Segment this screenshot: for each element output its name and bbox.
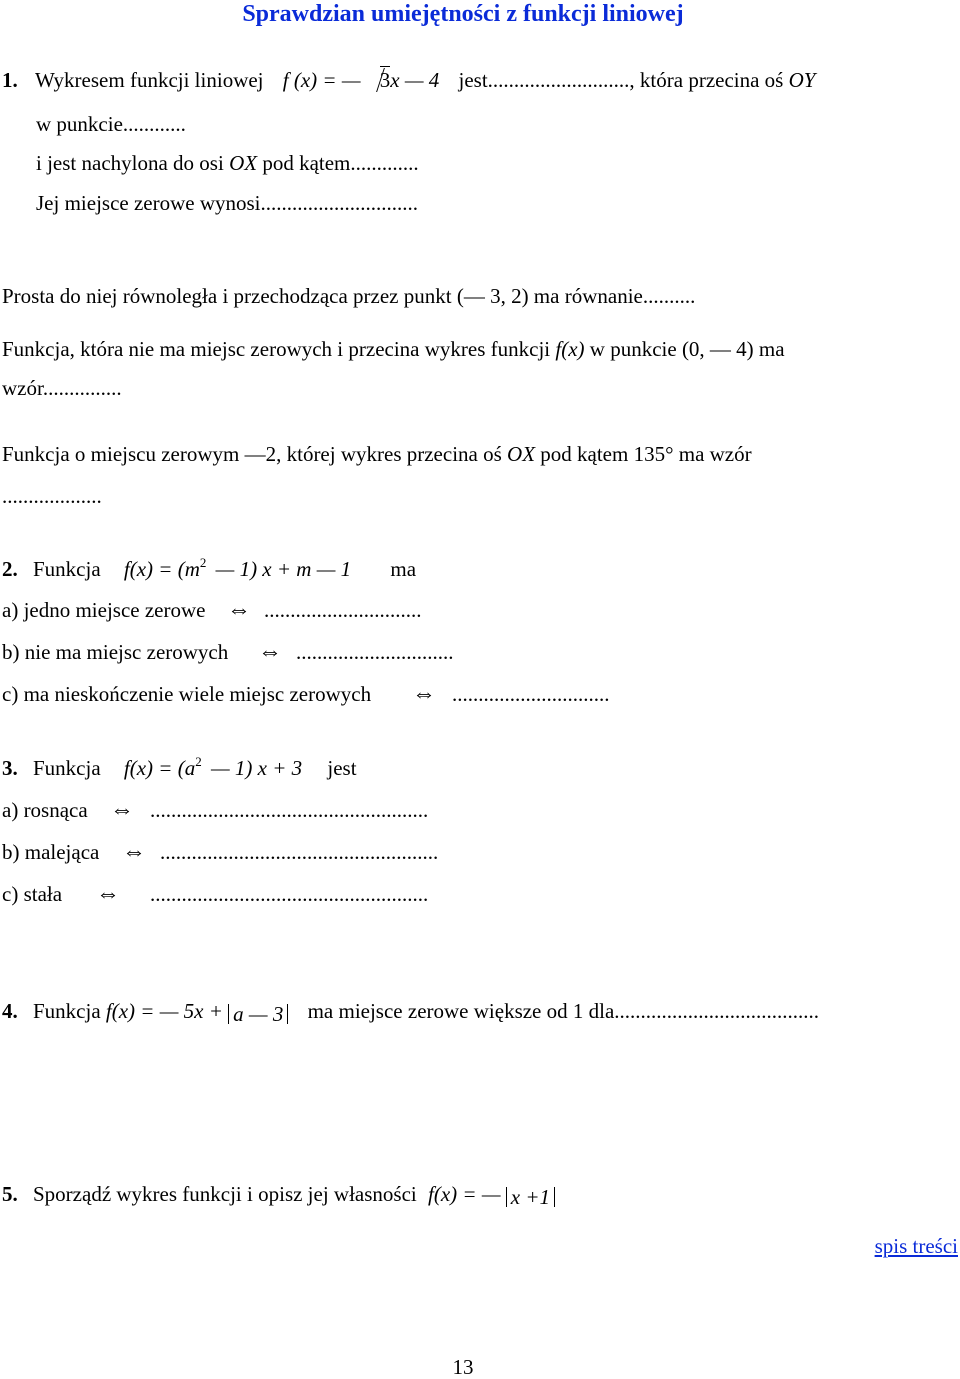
paragraph-no-zeros: Funkcja, która nie ma miejsc zerowych i przecina wykres funkcji f(x) w punkcie (0, — 4) ma bbox=[2, 337, 785, 361]
question-2-option-b: b) nie ma miejsc zerowych bbox=[2, 640, 229, 664]
question-1-line-1: 1. Wykresem funkcji liniowej f (x) = — 3x — 4 jest..........................., która przecina oś OY bbox=[2, 68, 816, 92]
formula-left: f (x) = — bbox=[282, 68, 361, 92]
question-2-option-a: a) jedno miejsce zerowe bbox=[2, 598, 206, 622]
sqrt-symbol: 3 bbox=[368, 70, 391, 91]
question-3-option-a: a) rosnąca bbox=[2, 798, 88, 822]
question-3-option-b: b) malejąca bbox=[2, 840, 100, 864]
paragraph-no-zeros-line-2: wzór............... bbox=[2, 376, 122, 400]
question-3-option-c: c) stała bbox=[2, 882, 63, 906]
question-3-line: 3. Funkcja $f(x) = (a^2$ — 1) x + 3 jest bbox=[2, 754, 357, 780]
equivalence-icon: ⇔ bbox=[227, 597, 251, 623]
equivalence-icon: ⇔ bbox=[96, 881, 120, 907]
formula-right: x — 4 bbox=[390, 68, 440, 92]
page-number: 13 bbox=[452, 1355, 474, 1379]
question-2-line: 2. Funkcja $f(x) = (m^2$ — 1) x + m — 1 ma bbox=[2, 555, 417, 581]
paragraph-parallel-line: Prosta do niej równoległa i przechodząca przez punkt (— 3, 2) ma równanie.......... bbox=[2, 284, 696, 308]
table-of-contents-link[interactable]: spis treści bbox=[874, 1234, 958, 1258]
question-1-line-3: i jest nachylona do osi OX pod kątem............. bbox=[36, 151, 419, 175]
equivalence-icon: ⇔ bbox=[110, 797, 134, 823]
question-2-option-c: c) ma nieskończenie wiele miejsc zerowych bbox=[2, 682, 372, 706]
question-1-line-4: Jej miejsce zerowe wynosi.............................. bbox=[36, 191, 419, 215]
paragraph-angle-line-2: ................... bbox=[2, 484, 102, 508]
paragraph-angle: Funkcja o miejscu zerowym —2, której wykres przecina oś OX pod kątem 135° ma wzór bbox=[2, 442, 752, 466]
absolute-value: a — 3 bbox=[228, 1004, 288, 1024]
equivalence-icon: ⇔ bbox=[258, 639, 282, 665]
equivalence-icon: ⇔ bbox=[122, 839, 146, 865]
equivalence-icon: ⇔ bbox=[412, 681, 436, 707]
question-4-line: 4. Funkcja f(x) = — 5x + a — 3 ma miejsce zerowe większe od 1 dla....................................... bbox=[2, 999, 820, 1026]
absolute-value: x +1 bbox=[506, 1187, 555, 1207]
question-1-line-2: w punkcie............ bbox=[36, 112, 186, 136]
page-title: Sprawdzian umiejętności z funkcji liniowej bbox=[242, 1, 684, 27]
question-1-number: 1. bbox=[2, 68, 18, 92]
question-5-line: 5. Sporządź wykres funkcji i opisz jej własności f(x) = — x +1 bbox=[2, 1184, 555, 1207]
